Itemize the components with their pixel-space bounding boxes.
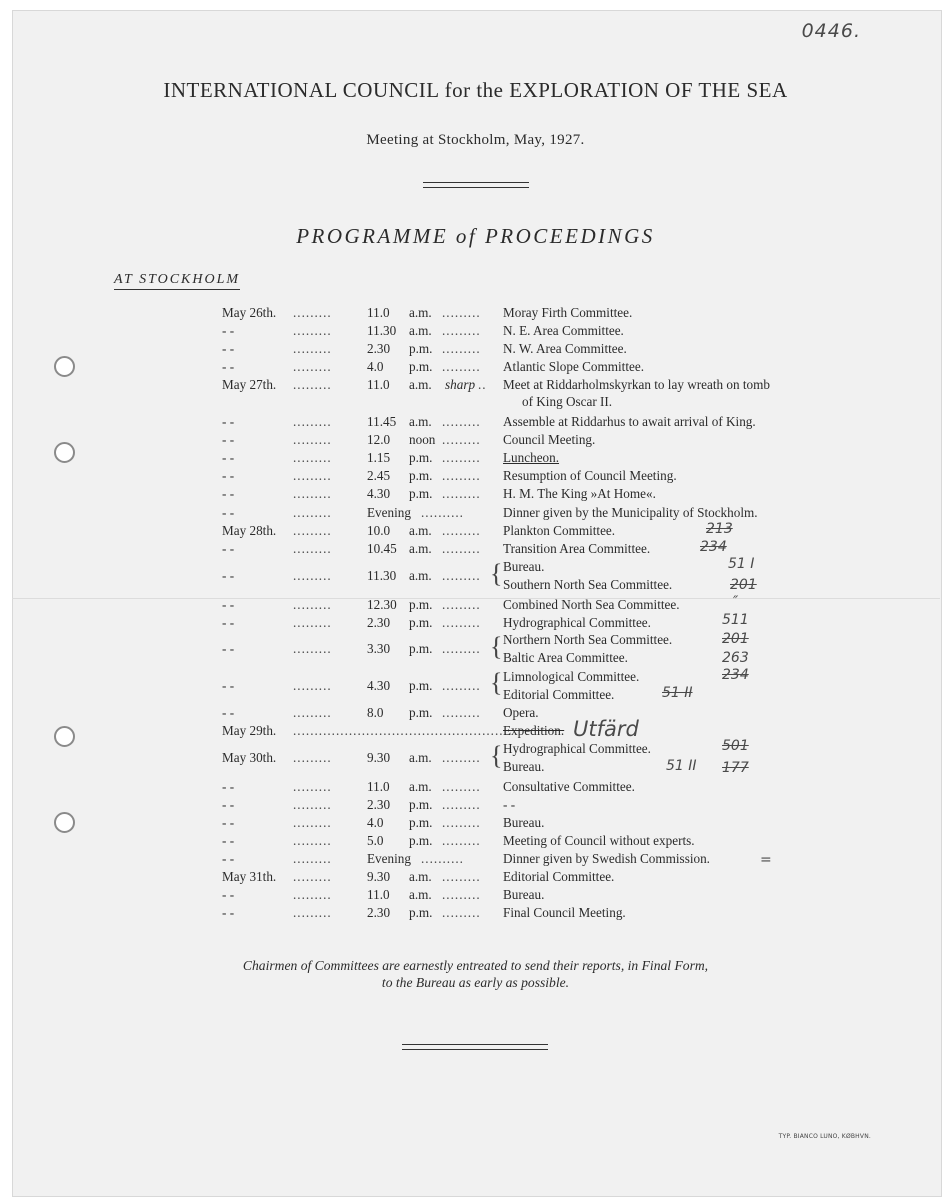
leader-dots: ......... <box>442 815 481 830</box>
time-qualifier: sharp <box>445 377 476 392</box>
handwritten-note: 501 <box>722 738 749 754</box>
schedule-date: - - <box>222 486 235 501</box>
schedule-date: - - <box>222 341 235 356</box>
programme-heading: PROGRAMME of PROCEEDINGS <box>296 224 655 248</box>
schedule-row <box>0 505 951 523</box>
schedule-desc: Resumption of Council Meeting. <box>503 468 677 483</box>
schedule-row <box>0 432 951 450</box>
schedule-desc: N. W. Area Committee. <box>503 341 627 356</box>
schedule-date: - - <box>222 468 235 483</box>
leader-dots: ......... <box>293 523 332 538</box>
handwritten-note: ″ <box>733 594 739 610</box>
leader-dots: ......... <box>293 597 332 612</box>
schedule-date: - - <box>222 568 235 583</box>
schedule-ampm: noon <box>409 432 436 447</box>
schedule-desc: Opera. <box>503 705 539 720</box>
archive-reference-number: 0446. <box>801 20 861 42</box>
schedule-desc: Limnological Committee. <box>503 669 640 684</box>
schedule-time: 12.30 <box>367 597 397 612</box>
leader-dots: ......... <box>442 359 481 374</box>
schedule-row <box>0 851 951 869</box>
handwritten-note: 263 <box>722 650 749 666</box>
leader-dots: ......... <box>442 779 481 794</box>
schedule-date: - - <box>222 432 235 447</box>
schedule-date: - - <box>222 359 235 374</box>
schedule-ampm: p.m. <box>409 705 433 720</box>
group-brace: { <box>490 632 503 661</box>
leader-dots: ......... <box>293 678 332 693</box>
schedule-time: 11.30 <box>367 568 397 583</box>
group-brace: { <box>490 741 503 770</box>
leader-dots: ......... <box>293 359 332 374</box>
leader-dots: ......... <box>293 905 332 920</box>
schedule-desc: Bureau. <box>503 815 545 830</box>
schedule-row <box>0 486 951 504</box>
meeting-subtitle: Meeting at Stockholm, May, 1927. <box>366 132 585 148</box>
leader-dots: ......... <box>293 750 332 765</box>
schedule-ampm: a.m. <box>409 750 432 765</box>
schedule-desc: Assemble at Riddarhus to await arrival of King. <box>503 414 756 429</box>
schedule-row <box>0 833 951 851</box>
schedule-time: 2.30 <box>367 615 391 630</box>
schedule-ampm: p.m. <box>409 797 433 812</box>
schedule-desc: Meet at Riddarholmskyrkan to lay wreath on tomb <box>503 377 770 392</box>
schedule-time: 2.45 <box>367 468 391 483</box>
leader-dots: ......... <box>442 305 481 320</box>
schedule-time: 9.30 <box>367 869 391 884</box>
leader-dots: ......... <box>442 341 481 356</box>
schedule-date: - - <box>222 615 235 630</box>
schedule-ampm: p.m. <box>409 450 433 465</box>
schedule-row <box>0 797 951 815</box>
schedule-row <box>0 705 951 723</box>
schedule-desc: Dinner given by the Municipality of Stockholm. <box>503 505 758 520</box>
leader-dots: ......... <box>442 869 481 884</box>
document-title: INTERNATIONAL COUNCIL for the EXPLORATION OF THE SEA <box>163 78 788 102</box>
chairmen-note-line-1: Chairmen of Committees are earnestly entreated to send their reports, in Final Form, <box>242 958 709 973</box>
schedule-desc: - - <box>503 797 516 812</box>
leader-dots: ......... <box>293 851 332 866</box>
schedule-time: 9.30 <box>367 750 391 765</box>
schedule-desc: Hydrographical Committee. <box>503 741 651 756</box>
schedule-ampm: a.m. <box>409 779 432 794</box>
handwritten-note: 51 II <box>662 685 693 701</box>
leader-dots: ......... <box>442 541 481 556</box>
schedule-ampm: p.m. <box>409 833 433 848</box>
schedule-desc: Atlantic Slope Committee. <box>503 359 645 374</box>
schedule-ampm: a.m. <box>409 887 432 902</box>
leader-dots: ......... <box>293 323 332 338</box>
leader-dots: ......... <box>442 641 481 656</box>
leader-dots: ......... <box>293 414 332 429</box>
printer-imprint: TYP. BIANCO LUNO, KØBHVN. <box>778 1133 871 1140</box>
handwritten-note: 234 <box>722 667 749 683</box>
schedule-desc: Bureau. <box>503 559 545 574</box>
schedule-ampm: a.m. <box>409 869 432 884</box>
schedule-desc: Bureau. <box>503 887 545 902</box>
schedule-ampm: a.m. <box>409 414 432 429</box>
leader-dots: ......... <box>293 468 332 483</box>
chairmen-note-line-2: to the Bureau as early as possible. <box>381 975 570 990</box>
schedule-desc: Editorial Committee. <box>503 687 615 702</box>
schedule-time: 8.0 <box>367 705 384 720</box>
schedule-ampm: p.m. <box>409 597 433 612</box>
schedule-ampm: a.m. <box>409 541 432 556</box>
schedule-date: - - <box>222 779 235 794</box>
schedule-row <box>0 377 951 409</box>
leader-dots: ......... <box>293 797 332 812</box>
leader-dots: ......... <box>293 377 332 392</box>
schedule-desc: Editorial Committee. <box>503 869 615 884</box>
leader-dots: ......... <box>442 905 481 920</box>
leader-dots: ......... <box>442 523 481 538</box>
leader-dots: ......... <box>442 887 481 902</box>
leader-dots: ......... <box>293 887 332 902</box>
schedule-row <box>0 815 951 833</box>
leader-dots: ......... <box>293 450 332 465</box>
schedule-time: Evening <box>367 851 411 866</box>
handwritten-note: 177 <box>722 760 749 776</box>
schedule-date: - - <box>222 705 235 720</box>
handwritten-note: 51 I <box>728 556 755 572</box>
schedule-ampm: a.m. <box>409 323 432 338</box>
schedule-date: - - <box>222 905 235 920</box>
leader-dots: ......... <box>442 750 481 765</box>
schedule-row <box>0 615 951 633</box>
handwritten-note: 511 <box>722 612 749 628</box>
schedule-date: - - <box>222 414 235 429</box>
schedule-desc: Dinner given by Swedish Commission. <box>503 851 710 866</box>
leader-dots: .......... <box>421 851 464 866</box>
leader-dots: ......... <box>442 568 481 583</box>
group-brace: { <box>490 559 503 588</box>
schedule-ampm: p.m. <box>409 905 433 920</box>
schedule-row <box>0 541 951 559</box>
schedule-row <box>0 523 951 541</box>
schedule-date: May 31th. <box>222 869 277 884</box>
schedule-desc: Bureau. <box>503 759 545 774</box>
schedule-time: 1.15 <box>367 450 391 465</box>
handwritten-note: 234 <box>700 539 727 555</box>
schedule-date: - - <box>222 505 235 520</box>
schedule-ampm: p.m. <box>409 678 433 693</box>
schedule-row <box>0 597 951 615</box>
schedule-time: 2.30 <box>367 905 391 920</box>
schedule-desc: Meeting of Council without experts. <box>503 833 695 848</box>
schedule-date: - - <box>222 851 235 866</box>
schedule-date: - - <box>222 323 235 338</box>
schedule-time: 10.0 <box>367 523 391 538</box>
schedule-ampm: a.m. <box>409 377 432 392</box>
schedule-row <box>0 305 951 323</box>
schedule-ampm: p.m. <box>409 641 433 656</box>
schedule-date: - - <box>222 815 235 830</box>
leader-dots: .. <box>478 377 487 392</box>
schedule-desc: Moray Firth Committee. <box>503 305 633 320</box>
leader-dots: ......... <box>293 705 332 720</box>
leader-dots: ................................................... <box>293 723 513 738</box>
schedule-row <box>0 905 951 923</box>
schedule-row <box>0 414 951 432</box>
schedule-desc: Southern North Sea Committee. <box>503 577 673 592</box>
leader-dots: ......... <box>442 323 481 338</box>
leader-dots: ......... <box>442 414 481 429</box>
divider-rule-bottom <box>402 1044 548 1050</box>
leader-dots: ......... <box>442 615 481 630</box>
schedule-ampm: p.m. <box>409 615 433 630</box>
schedule-date: May 30th. <box>222 750 277 765</box>
schedule-time: 12.0 <box>367 432 391 447</box>
leader-dots: ......... <box>293 341 332 356</box>
handwritten-note: Utfärd <box>573 717 639 741</box>
handwritten-note: 213 <box>706 521 733 537</box>
handwritten-note: = <box>760 852 772 868</box>
schedule-desc: Transition Area Committee. <box>503 541 651 556</box>
leader-dots: ......... <box>293 541 332 556</box>
leader-dots: ......... <box>442 705 481 720</box>
schedule-time: 5.0 <box>367 833 384 848</box>
schedule-desc: of King Oscar II. <box>522 394 613 409</box>
schedule-time: 11.0 <box>367 377 390 392</box>
schedule-desc: Consultative Committee. <box>503 779 635 794</box>
schedule-row <box>0 887 951 905</box>
leader-dots: ......... <box>293 615 332 630</box>
schedule-desc: Hydrographical Committee. <box>503 615 651 630</box>
schedule-date: May 29th. <box>222 723 277 738</box>
schedule-time: 4.0 <box>367 815 384 830</box>
schedule-row <box>0 323 951 341</box>
schedule-ampm: p.m. <box>409 486 433 501</box>
schedule-desc: Baltic Area Committee. <box>503 650 628 665</box>
schedule-date: - - <box>222 450 235 465</box>
schedule-row <box>0 468 951 486</box>
schedule-ampm: a.m. <box>409 305 432 320</box>
schedule-date: - - <box>222 678 235 693</box>
schedule-time: 2.30 <box>367 341 391 356</box>
schedule-date: - - <box>222 541 235 556</box>
schedule-ampm: a.m. <box>409 523 432 538</box>
divider-rule <box>423 182 529 188</box>
schedule-desc: Council Meeting. <box>503 432 596 447</box>
schedule-time: 2.30 <box>367 797 391 812</box>
schedule-desc: Northern North Sea Committee. <box>503 632 673 647</box>
schedule-row <box>0 779 951 797</box>
leader-dots: ......... <box>293 505 332 520</box>
schedule-desc: Expedition. <box>503 723 565 738</box>
schedule-date: - - <box>222 797 235 812</box>
schedule-ampm: p.m. <box>409 815 433 830</box>
leader-dots: ......... <box>442 486 481 501</box>
schedule-ampm: a.m. <box>409 568 432 583</box>
leader-dots: ......... <box>293 779 332 794</box>
schedule-date: May 26th. <box>222 305 277 320</box>
schedule-row <box>0 723 951 741</box>
schedule-date: - - <box>222 833 235 848</box>
section-heading: AT STOCKHOLM <box>114 272 240 290</box>
schedule-time: 11.0 <box>367 305 390 320</box>
leader-dots: ......... <box>442 678 481 693</box>
schedule-date: May 28th. <box>222 523 277 538</box>
schedule-desc: Luncheon. <box>503 450 560 465</box>
schedule-desc: H. M. The King »At Home«. <box>503 486 656 501</box>
handwritten-note: 201 <box>722 631 749 647</box>
leader-dots: ......... <box>293 305 332 320</box>
schedule-row <box>0 341 951 359</box>
leader-dots: ......... <box>293 432 332 447</box>
handwritten-note: 201 <box>730 577 757 593</box>
schedule-time: 11.30 <box>367 323 397 338</box>
schedule-date: - - <box>222 597 235 612</box>
group-brace: { <box>490 668 503 697</box>
schedule-ampm: p.m. <box>409 468 433 483</box>
schedule-time: 4.30 <box>367 486 391 501</box>
schedule-row <box>0 450 951 468</box>
leader-dots: ......... <box>293 869 332 884</box>
schedule-ampm: p.m. <box>409 341 433 356</box>
schedule-desc: Final Council Meeting. <box>503 905 626 920</box>
schedule-desc: Combined North Sea Committee. <box>503 597 680 612</box>
leader-dots: ......... <box>293 568 332 583</box>
schedule-time: 3.30 <box>367 641 391 656</box>
handwritten-note: 51 II <box>666 758 697 774</box>
schedule-date: - - <box>222 641 235 656</box>
leader-dots: ......... <box>293 641 332 656</box>
leader-dots: ......... <box>293 833 332 848</box>
leader-dots: .......... <box>421 505 464 520</box>
leader-dots: ......... <box>293 815 332 830</box>
leader-dots: ......... <box>442 468 481 483</box>
schedule-time: Evening <box>367 505 411 520</box>
schedule-row <box>0 869 951 887</box>
schedule-time: 11.45 <box>367 414 397 429</box>
leader-dots: ......... <box>442 833 481 848</box>
schedule-time: 11.0 <box>367 887 390 902</box>
schedule-desc: N. E. Area Committee. <box>503 323 624 338</box>
leader-dots: ......... <box>442 450 481 465</box>
leader-dots: ......... <box>293 486 332 501</box>
schedule-date: May 27th. <box>222 377 277 392</box>
schedule-time: 11.0 <box>367 779 390 794</box>
schedule-date: - - <box>222 887 235 902</box>
schedule-ampm: p.m. <box>409 359 433 374</box>
schedule-time: 4.30 <box>367 678 391 693</box>
leader-dots: ......... <box>442 797 481 812</box>
leader-dots: ......... <box>442 597 481 612</box>
schedule-time: 4.0 <box>367 359 384 374</box>
leader-dots: ......... <box>442 432 481 447</box>
schedule-row <box>0 359 951 377</box>
schedule-desc: Plankton Committee. <box>503 523 616 538</box>
schedule-time: 10.45 <box>367 541 397 556</box>
